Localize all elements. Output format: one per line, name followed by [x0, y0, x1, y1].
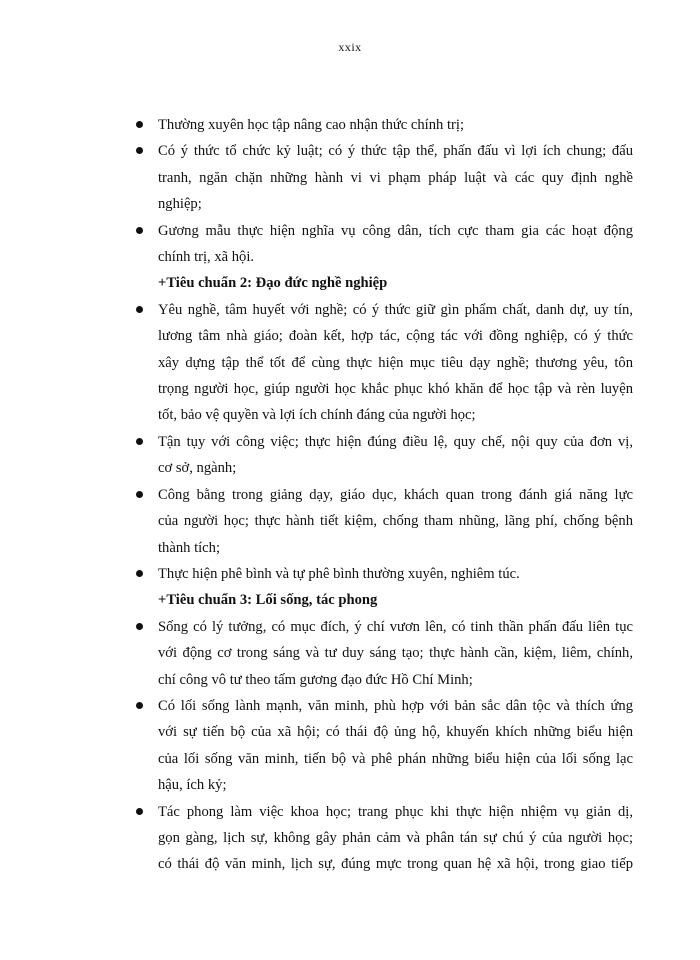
bullet-list-item — [136, 614, 633, 693]
bullet-dot-icon — [136, 808, 143, 815]
bullet-dot-icon — [136, 147, 143, 154]
text-line: gọn gàng, lịch sự, không gây phản cảm và phân tán sự chú ý của người học; — [158, 829, 633, 846]
bullet-list-item — [136, 561, 633, 587]
bullet-dot-icon — [136, 227, 143, 234]
text-line: Thường xuyên học tập nâng cao nhận thức chính trị; — [158, 117, 465, 133]
bullet-list-item — [136, 138, 633, 217]
section-heading: +Tiêu chuẩn 2: Đạo đức nghề nghiệp — [158, 275, 388, 292]
bullet-dot-icon — [136, 623, 143, 630]
text-line: Gương mẫu thực hiện nghĩa vụ công dân, tích cực tham gia các hoạt động — [158, 222, 633, 239]
bullet-list-item — [136, 297, 633, 429]
text-line: Yêu nghề, tâm huyết với nghề; có ý thức giữ gìn phẩm chất, danh dự, uy tín, — [158, 301, 633, 318]
text-line: thành tích; — [158, 539, 221, 556]
text-line: Công bằng trong giảng dạy, giáo dục, khách quan trong đánh giá năng lực — [158, 486, 633, 503]
bullet-list-item — [136, 429, 633, 482]
text-line: Tận tụy với công việc; thực hiện đúng điều lệ, quy chế, nội quy của đơn vị, — [158, 433, 633, 450]
bullet-list-item — [136, 482, 633, 561]
bullet-dot-icon — [136, 491, 143, 498]
text-line: Sống có lý tưởng, có mục đích, ý chí vươn lên, có tinh thần phấn đấu liên tục — [158, 618, 633, 635]
bullet-list-item — [136, 799, 633, 878]
page-number: xxix — [338, 40, 362, 54]
bullet-list-item — [136, 218, 633, 271]
text-line: với sự tiến bộ của xã hội; có thái độ ủng hộ, khuyến khích những biểu hiện — [158, 724, 633, 741]
bullet-list-item — [136, 112, 633, 138]
section-heading: +Tiêu chuẩn 3: Lối sống, tác phong — [158, 592, 378, 609]
bullet-dot-icon — [136, 306, 143, 313]
text-line: của người học; thực hành tiết kiệm, chống tham nhũng, lãng phí, chống bệnh — [158, 513, 633, 530]
text-line: tranh, ngăn chặn những hành vi vi phạm pháp luật và các quy định nghề — [158, 169, 633, 186]
text-line: tốt, bảo vệ quyền và lợi ích chính đáng của người học; — [158, 407, 476, 424]
text-line: trọng người học, giúp người học khắc phục khó khăn để học tập và rèn luyện — [158, 381, 633, 398]
text-line: lương tâm nhà giáo; đoàn kết, hợp tác, cộng tác với đồng nghiệp, có ý thức — [158, 328, 633, 345]
text-line: với động cơ trong sáng và tư duy sáng tạo; thực hành cần, kiệm, liêm, chính, — [158, 645, 633, 662]
bullet-dot-icon — [136, 438, 143, 445]
bullet-dot-icon — [136, 570, 143, 577]
text-line: Có ý thức tổ chức kỷ luật; có ý thức tập thể, phấn đấu vì lợi ích chung; đấu — [158, 143, 633, 160]
document-body — [136, 112, 633, 878]
text-line: Có lối sống lành mạnh, văn minh, phù hợp với bản sắc dân tộc và thích ứng — [158, 697, 633, 714]
text-line: của lối sống văn minh, tiến bộ và phê phán những biểu hiện của lối sống lạc — [158, 750, 633, 767]
text-line: Thực hiện phê bình và tự phê bình thường xuyên, nghiêm túc. — [158, 565, 520, 582]
text-line: chính trị, xã hội. — [158, 249, 255, 266]
text-line: xây dựng tập thể tốt để cùng thực hiện mục tiêu dạy nghề; thương yêu, tôn — [158, 354, 633, 371]
bullet-dot-icon — [136, 121, 143, 128]
text-line: có thái độ văn minh, lịch sự, đúng mực trong quan hệ xã hội, trong giao tiếp — [158, 856, 633, 873]
text-line: Tác phong làm việc khoa học; trang phục khi thực hiện nhiệm vụ giản dị, — [158, 803, 633, 820]
text-line: nghiệp; — [158, 196, 202, 213]
text-line: chí công vô tư theo tấm gương đạo đức Hồ Chí Minh; — [158, 671, 473, 688]
text-line: cơ sở, ngành; — [158, 460, 237, 477]
bullet-list-item — [136, 693, 633, 799]
text-line: hậu, ích kỷ; — [158, 777, 227, 794]
bullet-dot-icon — [136, 702, 143, 709]
